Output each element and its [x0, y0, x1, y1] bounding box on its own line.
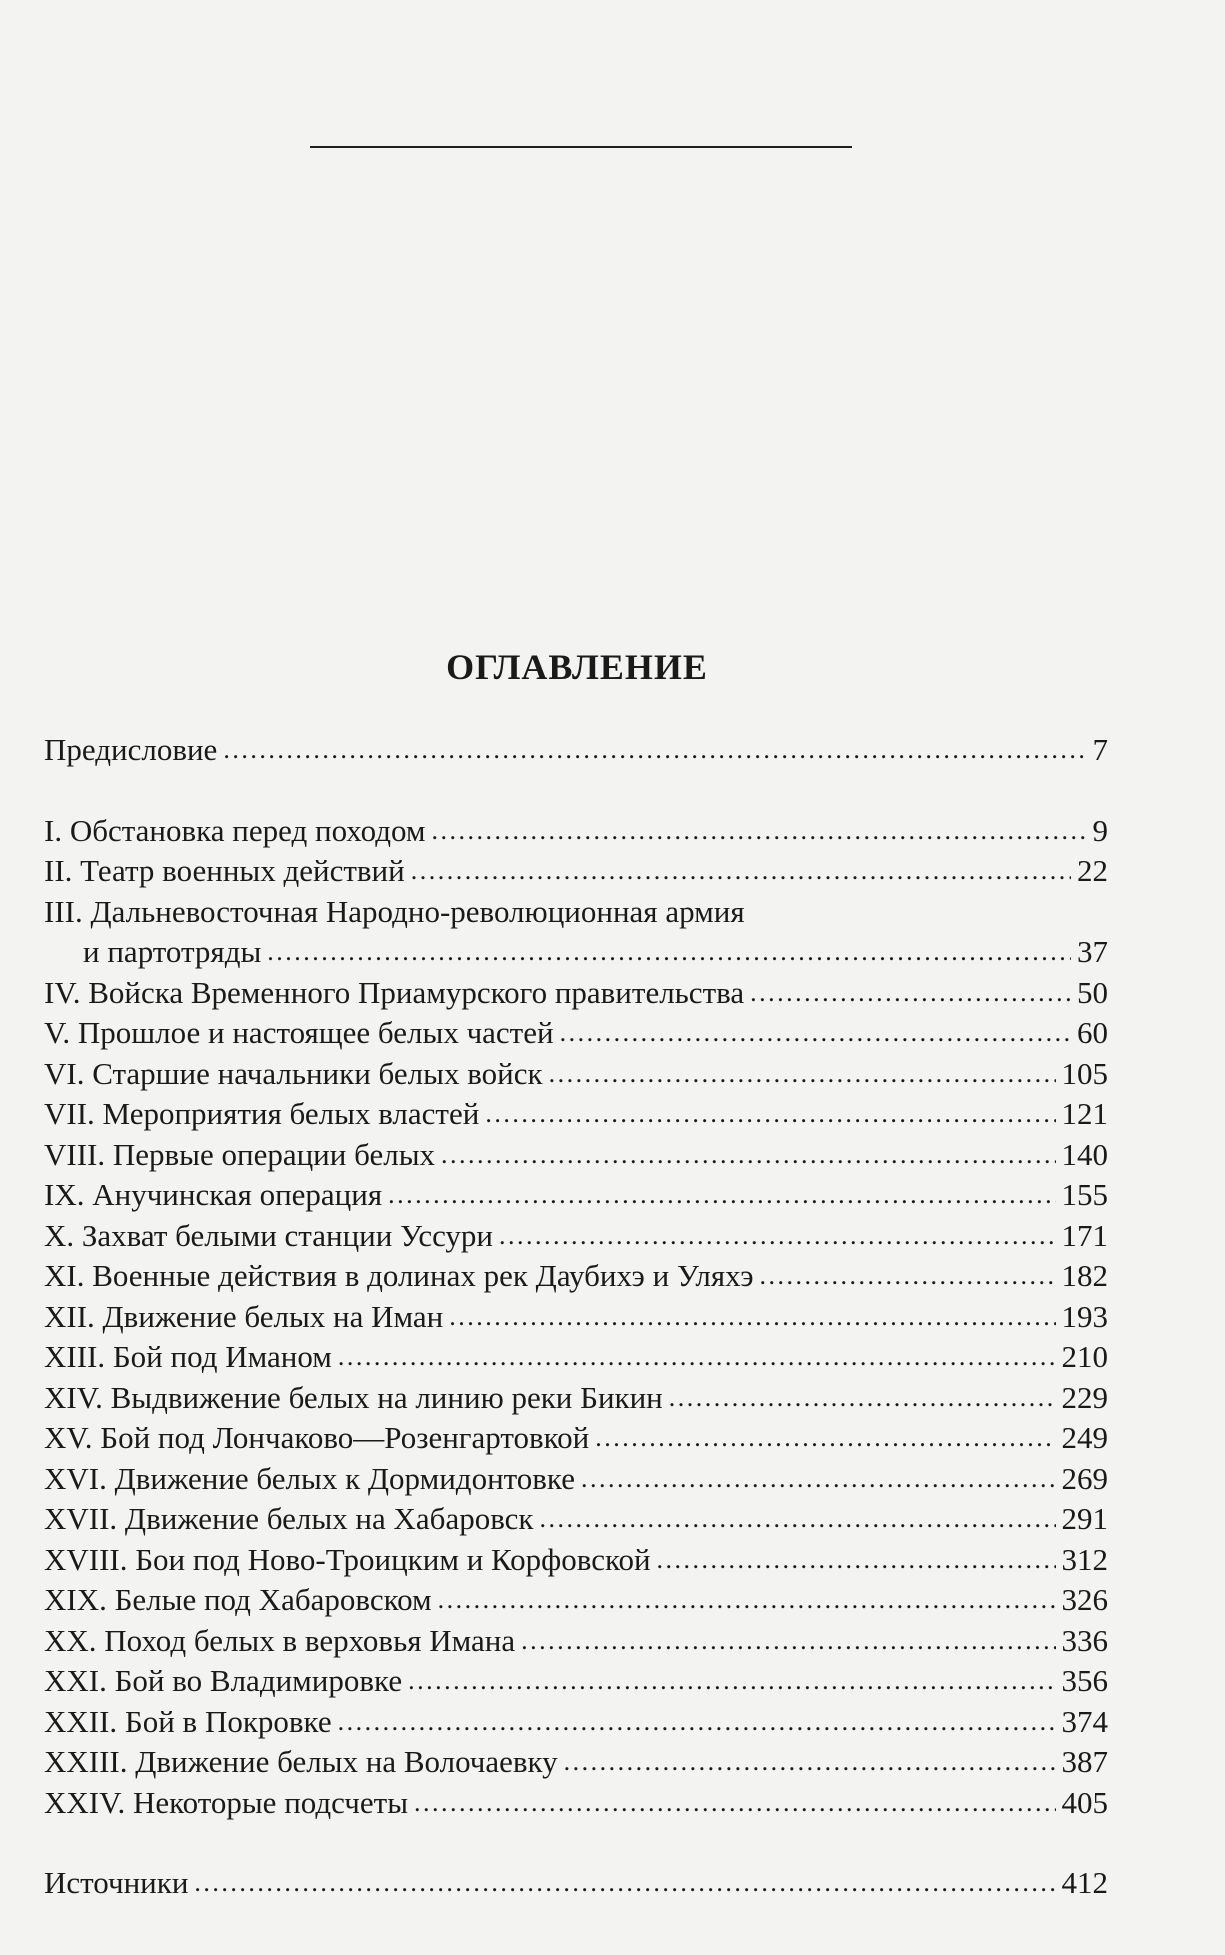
dot-leader [499, 1214, 1055, 1257]
toc-entry [44, 1297, 1108, 1338]
toc-entry-title: IX. Анучинская операция [44, 1177, 383, 1212]
toc-entry-page: 336 [1061, 1622, 1108, 1658]
toc-entry-page: 140 [1061, 1136, 1108, 1172]
toc-entry [44, 1094, 1108, 1135]
dot-leader [414, 1781, 1055, 1824]
toc-entry [44, 1216, 1108, 1257]
toc-entry-title: XI. Военные действия в долинах рек Даубихэ и Уляхэ [44, 1258, 754, 1293]
toc-entry-page: 105 [1061, 1055, 1108, 1091]
toc-entry [44, 1135, 1108, 1176]
toc-entry-preface [44, 730, 1108, 771]
toc-chapters [44, 811, 1108, 1824]
toc-entry-page: 7 [1092, 732, 1108, 767]
toc-entry [44, 973, 1108, 1014]
toc-entry-title: XXI. Бой во Владимировке [44, 1663, 403, 1698]
toc-entry [44, 811, 1108, 852]
toc-entry-page: 171 [1061, 1217, 1108, 1253]
dot-leader [581, 1457, 1056, 1500]
toc-entry [44, 1378, 1108, 1419]
dot-leader [223, 728, 1086, 771]
toc-entry [44, 1702, 1108, 1743]
toc-entry [44, 1013, 1108, 1054]
toc-entry [44, 1499, 1108, 1540]
dot-leader [408, 1659, 1055, 1702]
dot-leader [432, 809, 1087, 852]
dot-leader [669, 1376, 1056, 1419]
toc-entry-title: III. Дальневосточная Народно-революционная армия [44, 893, 745, 929]
toc-entry-page: 387 [1061, 1744, 1108, 1779]
dot-leader [411, 849, 1071, 892]
toc-entry [44, 1580, 1108, 1621]
dot-leader [449, 1295, 1055, 1338]
toc-entry [44, 1418, 1108, 1459]
toc-entry [44, 1661, 1108, 1702]
toc-entry-page: 412 [1061, 1865, 1108, 1900]
toc-entry-page: 269 [1061, 1460, 1108, 1496]
top-rule [310, 146, 852, 148]
dot-leader [194, 1861, 1055, 1904]
dot-leader [438, 1578, 1056, 1621]
toc-entry [44, 1175, 1108, 1216]
toc-entry-page: 22 [1077, 853, 1108, 888]
toc-entry-page: 210 [1061, 1339, 1108, 1374]
dot-leader [521, 1619, 1055, 1662]
toc-entry-title: IV. Войска Временного Приамурского правительства [44, 974, 745, 1010]
toc-entry-page: 50 [1077, 974, 1108, 1010]
toc-entry-title: Источники [44, 1865, 189, 1900]
toc-entry-page: 291 [1061, 1501, 1108, 1536]
toc-entry-page: 229 [1061, 1379, 1108, 1415]
dot-leader [267, 930, 1071, 973]
toc-entry-page: 193 [1061, 1298, 1108, 1334]
dot-leader [760, 1254, 1056, 1297]
toc-entry [44, 1459, 1108, 1500]
toc-entry-title: II. Театр военных действий [44, 853, 405, 888]
dot-leader [485, 1092, 1055, 1135]
dot-leader [560, 1011, 1071, 1054]
toc-entry [44, 1540, 1108, 1581]
toc-entry-title: и партотряды [83, 934, 262, 969]
toc-entry-page: 374 [1061, 1703, 1108, 1739]
toc-entry-title: XIV. Выдвижение белых на линию реки Бикин [44, 1379, 663, 1415]
toc-entry-title: X. Захват белыми станции Уссури [44, 1217, 494, 1253]
dot-leader [338, 1335, 1056, 1378]
toc-entry-title: XVIII. Бои под Ново-Троицким и Корфовской [44, 1541, 651, 1577]
toc-entry-page: 37 [1077, 934, 1108, 969]
toc-entry-title: XVI. Движение белых к Дормидонтовке [44, 1460, 575, 1496]
dot-leader [564, 1740, 1056, 1783]
toc-entry [44, 1742, 1108, 1783]
toc-entry [44, 1337, 1108, 1378]
toc-entry-page: 121 [1061, 1096, 1108, 1131]
toc-entry-page: 155 [1061, 1177, 1108, 1212]
dot-leader [539, 1497, 1055, 1540]
toc-entry-title: XV. Бой под Лончаково—Розенгартовкой [44, 1420, 590, 1455]
toc-entry-title: VIII. Первые операции белых [44, 1136, 436, 1172]
dot-leader [441, 1133, 1055, 1176]
dot-leader [657, 1538, 1056, 1581]
toc-entry-title: I. Обстановка перед походом [44, 812, 426, 848]
toc-entry [44, 1621, 1108, 1662]
toc-entry-title: XXII. Бой в Покровке [44, 1703, 332, 1739]
toc-entry-page: 356 [1061, 1663, 1108, 1698]
toc-entry [44, 892, 1108, 933]
toc-entry-page: 182 [1061, 1258, 1108, 1293]
dot-leader [388, 1173, 1055, 1216]
toc-entry-title: V. Прошлое и настоящее белых частей [44, 1015, 554, 1050]
toc-entry-page: 326 [1061, 1582, 1108, 1617]
toc-heading: ОГЛАВЛЕНИЕ [446, 647, 708, 687]
toc-entry [44, 932, 1108, 973]
toc-entry-title: XIII. Бой под Иманом [44, 1339, 332, 1374]
dot-leader [549, 1052, 1056, 1095]
toc-entry-sources [44, 1863, 1108, 1904]
toc-entry-title: VI. Старшие начальники белых войск [44, 1055, 543, 1091]
dot-leader [595, 1416, 1055, 1459]
toc-entry-title: XII. Движение белых на Иман [44, 1298, 444, 1334]
toc-entry-title: VII. Мероприятия белых властей [44, 1096, 480, 1131]
toc-entry-title: XIX. Белые под Хабаровском [44, 1582, 432, 1617]
toc-entry [44, 1054, 1108, 1095]
toc-entry-title: XVII. Движение белых на Хабаровск [44, 1501, 534, 1536]
toc-entry [44, 851, 1108, 892]
toc-entry-title: XXIII. Движение белых на Волочаевку [44, 1744, 558, 1779]
toc-entry-page: 249 [1061, 1420, 1108, 1455]
toc-entry [44, 1783, 1108, 1824]
toc-entry [44, 1256, 1108, 1297]
toc-entry-page: 60 [1077, 1015, 1108, 1050]
toc-entry-title: XX. Поход белых в верховья Имана [44, 1622, 516, 1658]
dot-leader [750, 971, 1071, 1014]
toc-list [44, 730, 1108, 1904]
toc-entry-title: XXIV. Некоторые подсчеты [44, 1784, 409, 1820]
dot-leader [338, 1700, 1056, 1743]
toc-entry-title: Предисловие [44, 732, 218, 767]
toc-entry-page: 9 [1092, 812, 1108, 848]
toc-entry-page: 312 [1061, 1541, 1108, 1577]
toc-entry-page: 405 [1061, 1784, 1108, 1820]
